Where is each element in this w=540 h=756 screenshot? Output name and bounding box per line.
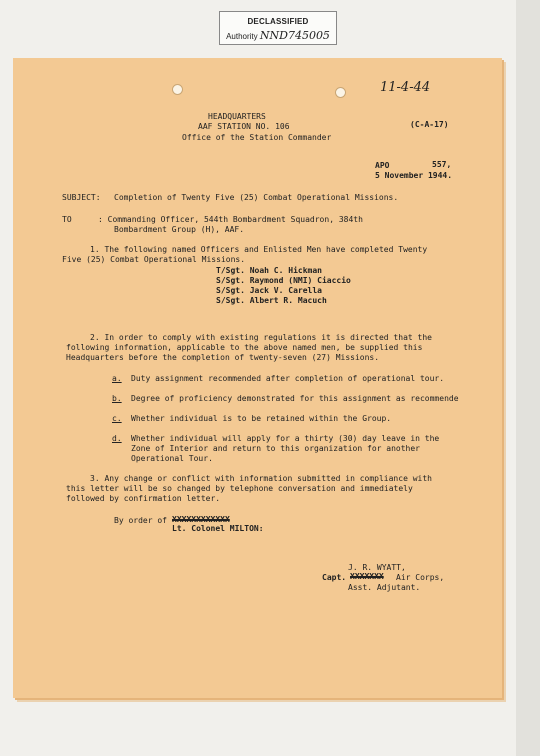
item-b-letter: b.	[112, 394, 122, 403]
stamp-authority-label: Authority	[226, 32, 258, 41]
item-a-letter: a.	[112, 374, 122, 383]
order-commander: Lt. Colonel MILTON:	[172, 524, 264, 533]
handwritten-date: 11-4-44	[380, 80, 431, 95]
punch-hole-left	[172, 84, 183, 95]
crew-member: S/Sgt. Raymond (NMI) Ciaccio	[216, 276, 351, 285]
para1-line-2: Five (25) Combat Operational Missions.	[62, 255, 246, 264]
para3-line-3: followed by confirmation letter.	[66, 494, 221, 503]
subject-label: SUBJECT:	[62, 193, 101, 202]
item-a-text: Duty assignment recommended after completion of operational tour.	[131, 374, 445, 383]
to-line-2: Bombardment Group (H), AAF.	[114, 225, 245, 234]
item-d-line-3: Operational Tour.	[131, 454, 213, 463]
apo-number: 557,	[432, 160, 452, 169]
punch-hole-right	[335, 87, 346, 98]
header-station: AAF STATION NO. 106	[198, 122, 290, 131]
signature-rank: Capt.	[322, 573, 347, 582]
para2-line-3: Headquarters before the completion of twenty-seven (27) Missions.	[66, 353, 380, 362]
para3-line-1: 3. Any change or conflict with information submitted in compliance with	[90, 474, 432, 483]
stamp-title: DECLASSIFIED	[247, 17, 309, 26]
order-struck-text: XXXXXXXXXXXX	[172, 515, 230, 524]
order-label: By order of	[114, 516, 167, 525]
stamp-authority	[220, 29, 336, 42]
header-headquarters: HEADQUARTERS	[208, 112, 266, 121]
to-label: TO	[62, 215, 72, 224]
item-b-text: Degree of proficiency demonstrated for this assignment as recommende	[131, 394, 459, 403]
document-code: (C-A-17)	[410, 120, 449, 129]
item-d-line-1: Whether individual will apply for a thirty (30) day leave in the	[131, 434, 440, 443]
para3-line-2: this letter will be so changed by telephone conversation and immediately	[66, 484, 413, 493]
signature-name: J. R. WYATT,	[348, 563, 406, 572]
item-c-text: Whether individual is to be retained within the Group.	[131, 414, 392, 423]
item-d-letter: d.	[112, 434, 122, 443]
signature-title: Asst. Adjutant.	[348, 583, 421, 592]
signature-branch: Air Corps,	[396, 573, 445, 582]
crew-member: S/Sgt. Jack V. Carella	[216, 286, 322, 295]
crew-member: S/Sgt. Albert R. Macuch	[216, 296, 327, 305]
header-office: Office of the Station Commander	[182, 133, 332, 142]
subject-text: Completion of Twenty Five (25) Combat Operational Missions.	[114, 193, 399, 202]
para2-line-2: following information, applicable to the above named men, be supplied this	[66, 343, 423, 352]
crew-member: T/Sgt. Noah C. Hickman	[216, 266, 322, 275]
scan-right-edge	[516, 0, 540, 756]
to-line-1: : Commanding Officer, 544th Bombardment Squadron, 384th	[98, 215, 363, 224]
para1-line-1: 1. The following named Officers and Enlisted Men have completed Twenty	[90, 245, 428, 254]
letter-date: 5 November 1944.	[375, 171, 453, 180]
stamp-authority-number: NND745005	[259, 29, 330, 42]
item-c-letter: c.	[112, 414, 122, 423]
item-d-line-2: Zone of Interior and return to this organization for another	[131, 444, 420, 453]
declassified-stamp	[219, 11, 337, 45]
apo-label: APO	[375, 161, 390, 170]
signature-struck: XXXXXXX	[350, 572, 384, 581]
para2-line-1: 2. In order to comply with existing regulations it is directed that the	[90, 333, 432, 342]
